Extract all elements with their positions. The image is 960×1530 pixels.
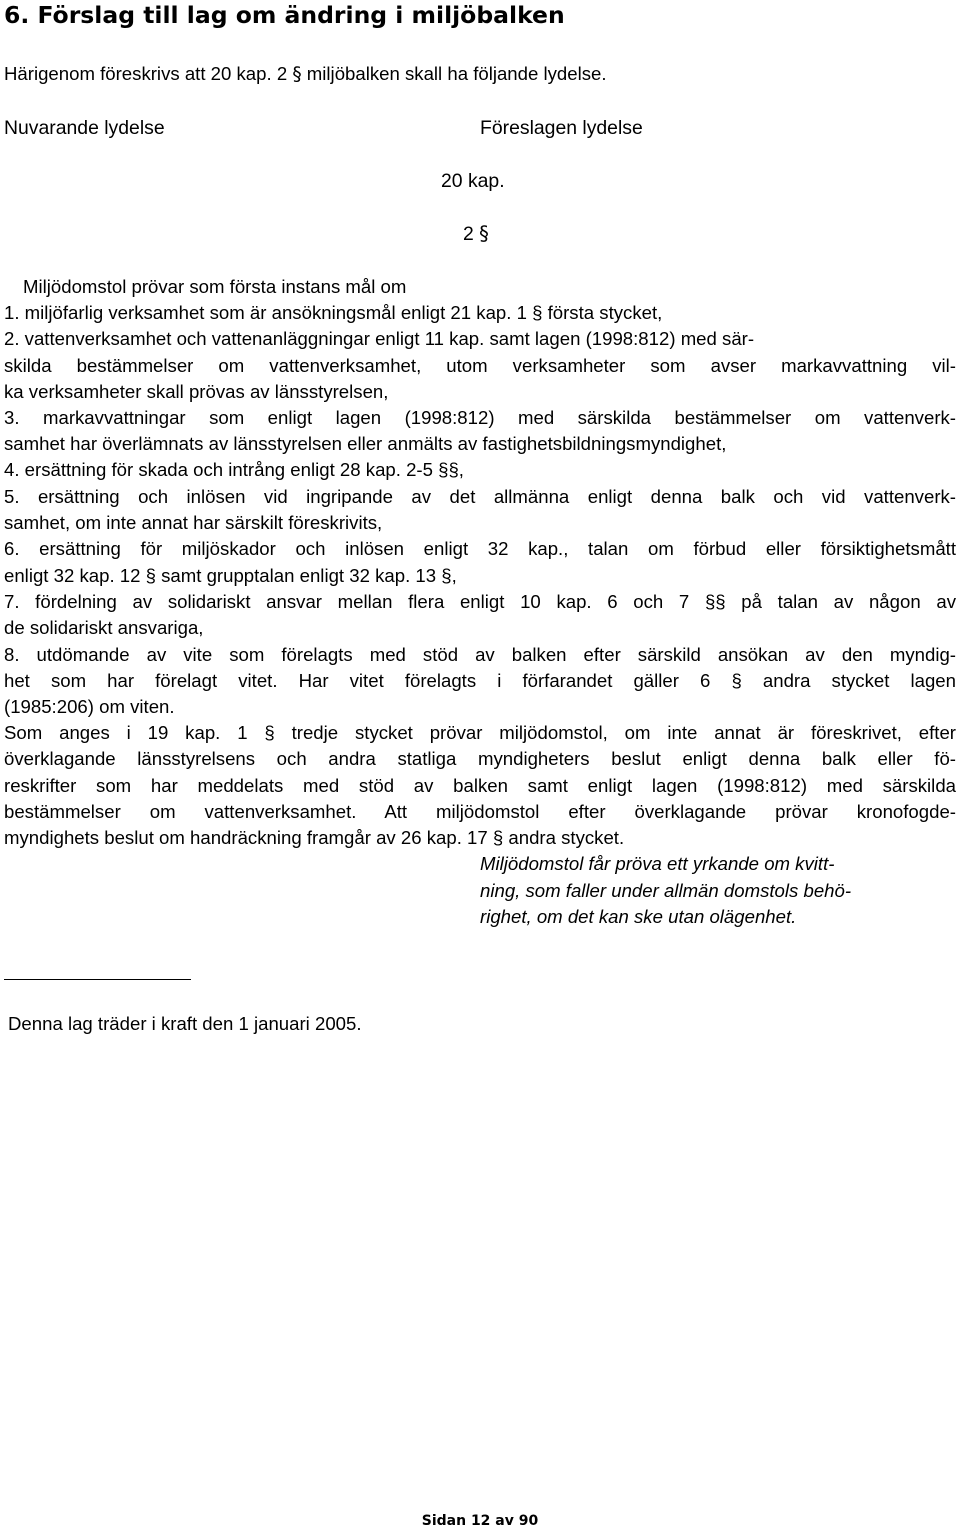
chapter-heading: 20 kap. (441, 170, 505, 192)
body-line: 6. ersättning för miljöskador och inlösen enligt 32 kap., talan om förbud eller försiktighetsmått (4, 538, 956, 559)
body-line: myndighets beslut om handräckning framgår av 26 kap. 17 § andra stycket. (4, 827, 625, 848)
body-line: 2. vattenverksamhet och vattenanläggningar enligt 11 kap. samt lagen (1998:812) med sär- (4, 328, 755, 349)
body-line: överklagande länsstyrelsens och andra statliga myndigheters beslut enligt denna balk eller fö- (4, 748, 956, 769)
proposed-addition-line: ning, som faller under allmän domstols behö- (480, 880, 852, 901)
body-line: 4. ersättning för skada och intrång enligt 28 kap. 2-5 §§, (4, 459, 464, 480)
body-line: 7. fördelning av solidariskt ansvar mellan flera enligt 10 kap. 6 och 7 §§ på talan av någon av (4, 591, 956, 612)
body-line: Miljödomstol prövar som första instans mål om (23, 276, 407, 297)
intro-paragraph (4, 62, 607, 87)
footnote-divider (4, 979, 191, 980)
page-heading: 6. Förslag till lag om ändring i miljöbalken (4, 1, 565, 29)
intro-text-end: miljöbalken skall ha följande lydelse. (301, 63, 607, 84)
column-heading-current: Nuvarande lydelse (4, 117, 165, 139)
proposed-addition-line: Miljödomstol får pröva ett yrkande om kvitt- (480, 853, 835, 874)
body-line: samhet, om inte annat har särskilt föreskrivits, (4, 512, 383, 533)
section-sign: § (479, 222, 489, 245)
body-line: 3. markavvattningar som enligt lagen (1998:812) med särskilda bestämmelser om vattenverk- (4, 407, 956, 428)
body-line: 5. ersättning och inlösen vid ingripande av det allmänna enligt denna balk och vid vattenverk- (4, 486, 956, 507)
intro-text-start: Härigenom föreskrivs att 20 kap. 2 (4, 63, 293, 84)
body-line: 8. utdömande av vite som förelagts med stöd av balken efter särskild ansökan av den myndig- (4, 644, 956, 665)
entry-into-force: Denna lag träder i kraft den 1 januari 2005. (8, 1013, 362, 1034)
section-heading (463, 222, 489, 246)
proposed-addition-line: righet, om det kan ske utan olägenhet. (480, 906, 797, 927)
body-line: bestämmelser om vattenverksamhet. Att miljödomstol efter överklagande prövar kronofogde- (4, 801, 956, 822)
body-line: de solidariskt ansvariga, (4, 617, 204, 638)
section-number: 2 (463, 223, 480, 245)
body-line: ka verksamheter skall prövas av länsstyrelsen, (4, 381, 389, 402)
body-line: samhet har överlämnats av länsstyrelsen eller anmälts av fastighetsbildningsmyndighet, (4, 433, 727, 454)
page-footer: Sidan 12 av 90 (421, 1513, 539, 1529)
body-line: 1. miljöfarlig verksamhet som är ansökningsmål enligt 21 kap. 1 § första stycket, (4, 302, 663, 323)
body-line: het som har förelagt vitet. Har vitet förelagts i förfarandet gäller 6 § andra stycket lagen (4, 670, 956, 691)
column-heading-proposed: Föreslagen lydelse (480, 117, 643, 139)
body-line: enligt 32 kap. 12 § samt grupptalan enligt 32 kap. 13 §, (4, 565, 457, 586)
body-line: reskrifter som har meddelats med stöd av balken samt enligt lagen (1998:812) med särskilda (4, 775, 956, 796)
body-line: Som anges i 19 kap. 1 § tredje stycket prövar miljödomstol, om inte annat är föreskrivet, efter (4, 722, 956, 743)
intro-section-sign: § (292, 64, 302, 85)
body-line: skilda bestämmelser om vattenverksamhet, utom verksamheter som avser markavvattning vil- (4, 355, 956, 376)
body-line: (1985:206) om viten. (4, 696, 175, 717)
